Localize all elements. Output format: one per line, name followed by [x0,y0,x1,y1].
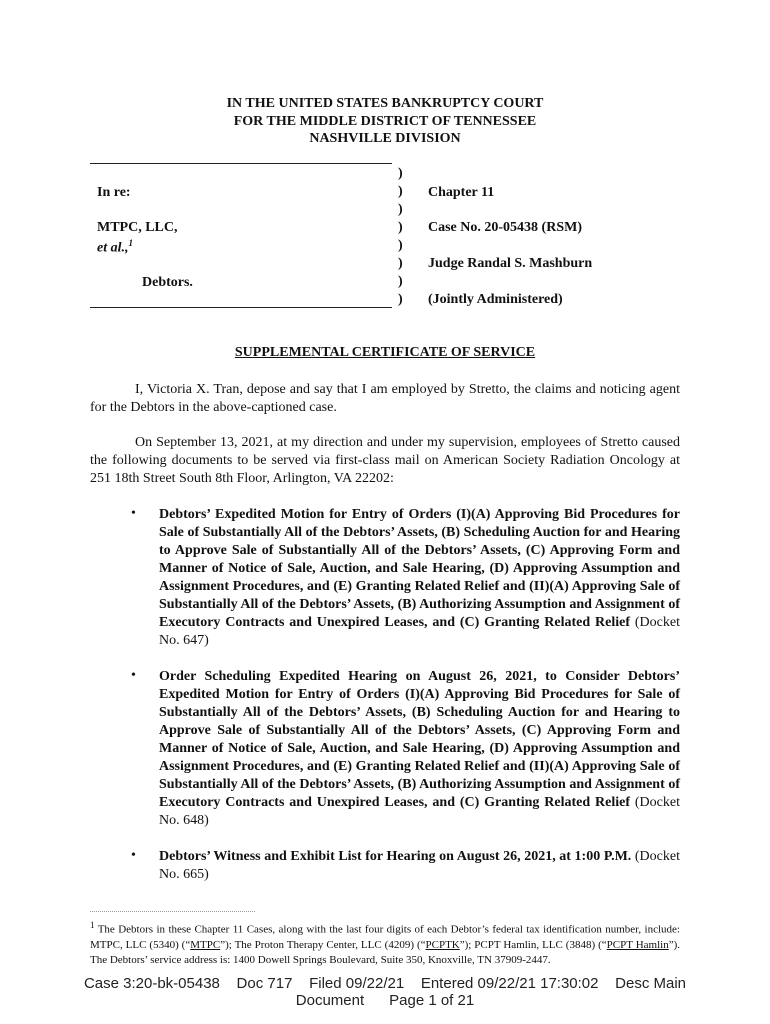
et-al [97,238,133,257]
debtor-name: MTPC, LLC, [97,220,178,235]
court-header [0,95,770,148]
service-paragraph [90,434,680,488]
paren: ) [398,274,403,289]
et-al-text: et al., [97,240,129,256]
served-document-1 [159,506,680,650]
caption-parens [398,165,403,309]
footnote-defined-term: MTPC [190,938,221,951]
footnote [90,918,680,968]
paren: ) [398,292,403,307]
document-title-bold: Debtors’ Expedited Motion for Entry of Orders (I)(A) Approving Bid Procedures for Sale of Substantially All of the Debtors’ Assets, (B) Scheduling Auction for and Hearing to Approve Sale of Substantially All of the Debtors’ Assets, (C) Approving Form and Manner of Notice of Sale, Auction, and Sale Hearing, (D) Approving Assumption and Assignment Procedures, and (E) Granting Related Relief and (II)(A) Approving Sale of Substantially All of the Debtors’ Assets, (B) Authorizing Assumption and Assignment of Executory Contracts and Unexpired Leases, and (C) Granting Related Relief [159,507,680,630]
in-re-label: In re: [97,185,131,200]
paragraph-text: I, Victoria X. Tran, depose and say that I am employed by Stretto, the claims and noticing agent for the Debtors in the above-captioned case. [90,382,680,415]
court-division: NASHVILLE DIVISION [309,131,461,146]
debtors-label: Debtors. [142,275,193,290]
case-number: Case No. 20-05438 (RSM) [428,220,582,235]
bullet-marker: • [131,668,136,683]
paren: ) [398,220,403,235]
served-document-3 [159,848,680,884]
bullet-marker: • [131,848,136,863]
served-document-2 [159,668,680,830]
judge-name: Judge Randal S. Mashburn [428,256,593,271]
paragraph-text: On September 13, 2021, at my direction and under my supervision, employees of Stretto caused the following documents to be served via first-class mail on American Society Radiation Oncology at 251 18th Street South 8th Floor, Arlington, VA 22202: [90,435,680,486]
caption-bottom-rule [90,307,392,308]
footnote-text: ”); PCPT Hamlin, LLC (3848) (“ [459,938,607,951]
footnote-separator [90,911,255,912]
paren: ) [398,166,403,181]
declaration-paragraph [90,381,680,417]
caption-top-rule [90,163,392,164]
footnote-defined-term: PCPT Hamlin [606,938,669,951]
footnote-text: ”). The Debtors’ service address is: 1400 Dowell Springs Boulevard, Suite 350, Knoxville, TN 37909-2447. [90,938,680,966]
chapter-label: Chapter 11 [428,185,495,200]
docket-number: (Docket No. 665) [159,849,680,882]
document-title-bold: Order Scheduling Expedited Hearing on August 26, 2021, to Consider Debtors’ Expedited Motion for Entry of Orders (I)(A) Approving Bid Procedures for Sale of Substantially All of the Debtors’ Assets, (B) Scheduling Auction for and Hearing to Approve Sale of Substantially All of the Debtors’ Assets, (C) Approving Form and Manner of Notice of Sale, Auction, and Sale Hearing, (D) Approving Assumption and Assignment Procedures, and (E) Granting Related Relief and (II)(A) Approving Sale of Substantially All of the Debtors’ Assets, (B) Authorizing Assumption and Assignment of Executory Contracts and Unexpired Leases, and (C) Granting Related Relief [159,669,680,810]
footnote-ref: 1 [128,238,133,248]
paren: ) [398,184,403,199]
paren: ) [398,238,403,253]
paren: ) [398,256,403,271]
document-title-bold: Debtors’ Witness and Exhibit List for Hearing on August 26, 2021, at 1:00 P.M. [159,849,632,864]
document-title: SUPPLEMENTAL CERTIFICATE OF SERVICE [234,345,536,360]
footnote-text: ”); The Proton Therapy Center, LLC (4209) (“ [220,938,426,951]
docket-number: (Docket No. 648) [159,795,680,828]
court-district: FOR THE MIDDLE DISTRICT OF TENNESSEE [233,113,537,129]
footnote-defined-term: PCPTK [425,938,460,951]
court-name: IN THE UNITED STATES BANKRUPTCY COURT [226,96,544,111]
ecf-footer-line1: Case 3:20-bk-05438 Doc 717 Filed 09/22/21 Entered 09/22/21 17:30:02 Desc Main [83,975,687,992]
footnote-number: 1 [90,920,95,930]
jointly-administered: (Jointly Administered) [428,292,563,307]
bullet-marker: • [131,506,136,521]
ecf-footer-line2: Document Page 1 of 21 [295,992,475,1009]
footnote-text: The Debtors in these Chapter 11 Cases, along with the last four digits of each Debtor’s federal tax identification number, include: MTPC, LLC (5340) (“ [90,923,680,951]
docket-number: (Docket No. 647) [159,615,680,648]
paren: ) [398,202,403,217]
